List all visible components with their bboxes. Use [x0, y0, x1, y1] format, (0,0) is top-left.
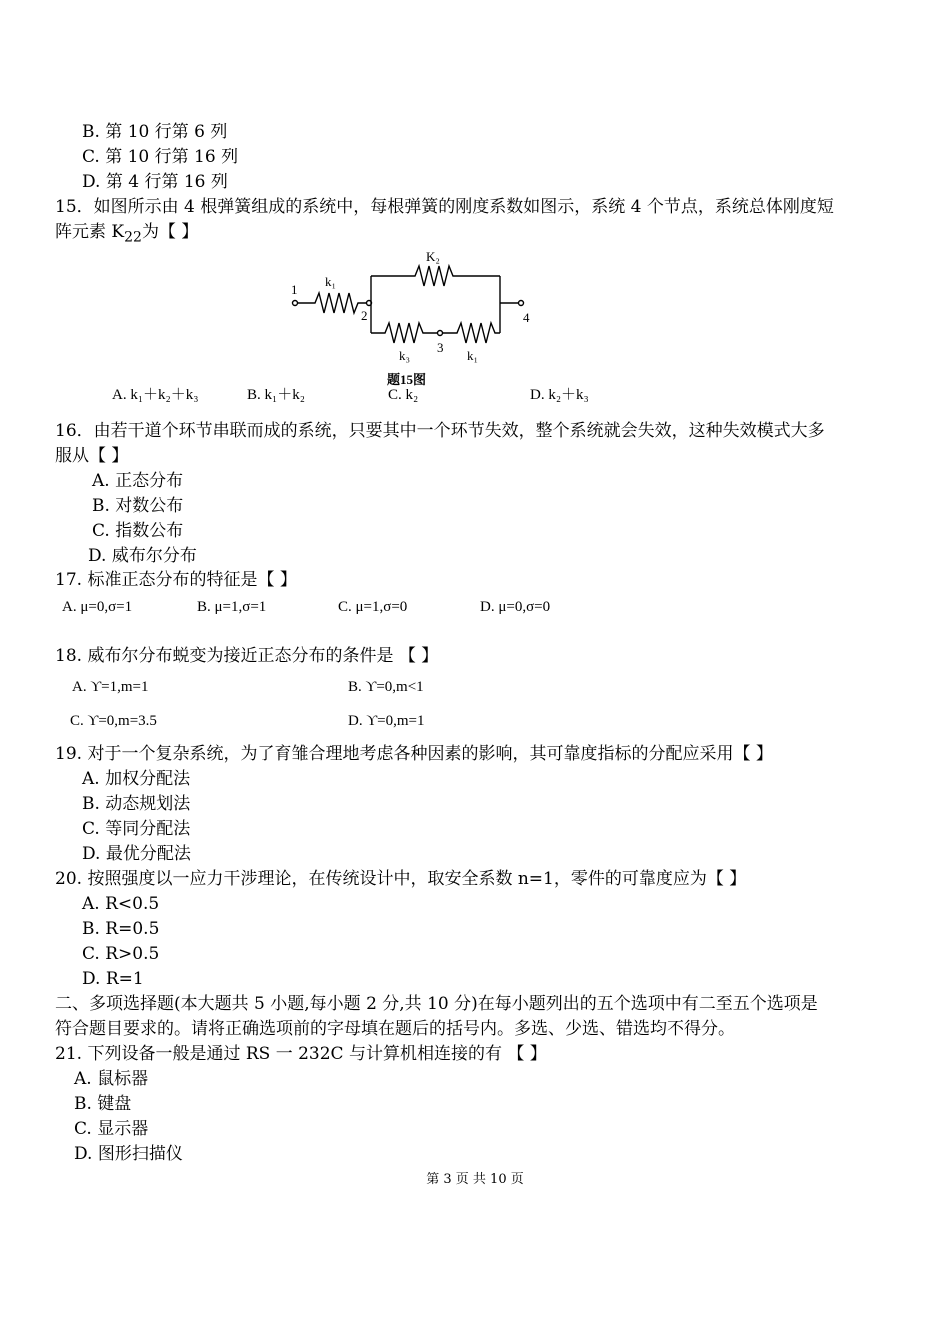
q17-option-d: D. μ=0,σ=0 [480, 599, 551, 615]
q18-option-c: C. ϒ=0,m=3.5 [70, 713, 157, 729]
q18-option-d: D. ϒ=0,m=1 [348, 713, 425, 729]
q21-option-a: A. 鼠标器 [74, 1069, 149, 1089]
node-3-label: 3 [437, 340, 444, 355]
q21-option-c: C. 显示器 [74, 1119, 149, 1139]
q20-option-d: D. R=1 [82, 969, 144, 989]
node-4-label: 4 [523, 310, 530, 325]
q21-option-d: D. 图形扫描仪 [74, 1144, 183, 1164]
q15-option-c: C. k₂ [388, 387, 419, 403]
spring-system-diagram [285, 248, 545, 388]
q17-option-b: B. μ=1,σ=1 [197, 599, 267, 615]
q17-option-a: A. μ=0,σ=1 [62, 599, 133, 615]
figure-caption: 题15图 [387, 372, 427, 387]
q14-option-d: D. 第 4 行第 16 列 [82, 172, 228, 192]
q19-option-d: D. 最优分配法 [82, 844, 191, 864]
q21-option-b: B. 键盘 [74, 1094, 132, 1114]
page-footer: 第 3 页 共 10 页 [426, 1172, 524, 1187]
section-2-heading-line2: 符合题目要求的。请将正确选项前的字母填在题后的括号内。多选、少选、错选均不得分。 [55, 1019, 735, 1039]
q17-stem: 17. 标准正态分布的特征是【 】 [55, 570, 297, 590]
q18-option-b: B. ϒ=0,m<1 [348, 679, 424, 695]
q16-stem-line1: 16．由若干道个环节串联而成的系统，只要其中一个环节失效，整个系统就会失效，这种失效模式大多 [55, 421, 825, 441]
q18-stem: 18. 威布尔分布蜕变为接近正态分布的条件是 【 】 [55, 646, 439, 666]
q16-stem-line2: 服从【 】 [55, 446, 129, 466]
q14-option-c: C. 第 10 行第 16 列 [82, 147, 239, 167]
q19-option-b: B. 动态规划法 [82, 794, 191, 814]
spring-k3-bottom [371, 323, 437, 343]
q20-option-a: A. R<0.5 [82, 894, 160, 914]
q15-stem-line2: 阵元素 $K_{22}$为【 】 [55, 222, 199, 246]
q15-option-a: A. k₁＋k₂＋k₃ [112, 387, 199, 403]
k2-label: K₂ [426, 249, 440, 264]
q21-stem: 21. 下列设备一般是通过 RS 一 232C 与计算机相连接的有 【 】 [55, 1044, 547, 1064]
q19-option-a: A. 加权分配法 [82, 769, 191, 789]
spring-k1-bottom [443, 323, 500, 343]
q16-option-d: D. 威布尔分布 [88, 546, 197, 566]
q19-option-c: C. 等同分配法 [82, 819, 191, 839]
q14-option-b: B. 第 10 行第 6 列 [82, 122, 228, 142]
q20-option-b: B. R=0.5 [82, 919, 160, 939]
q17-option-c: C. μ=1,σ=0 [338, 599, 408, 615]
node-2-label: 2 [361, 308, 368, 323]
q16-option-b: B. 对数公布 [92, 496, 184, 516]
k1-left-label: k₁ [325, 274, 337, 289]
q19-stem: 19. 对于一个复杂系统，为了育雏合理地考虑各种因素的影响，其可靠度指标的分配应采用【 】 [55, 744, 773, 764]
q20-option-c: C. R>0.5 [82, 944, 160, 964]
node-1-marker [293, 301, 298, 306]
q20-stem: 20. 按照强度以一应力干涉理论，在传统设计中，取安全系数 n=1，零件的可靠度应为【 】 [55, 869, 747, 889]
q18-option-a: A. ϒ=1,m=1 [72, 679, 149, 695]
node-3-marker [438, 331, 443, 336]
spring-k1-left [298, 293, 367, 313]
node-1-label: 1 [291, 282, 298, 297]
q16-option-a: A. 正态分布 [92, 471, 184, 491]
k1-bottom-label: k₁ [467, 348, 479, 363]
section-2-heading-line1: 二、多项选择题(本大题共 5 小题,每小题 2 分,共 10 分)在每小题列出的五个选项中有二至五个选项是 [55, 994, 818, 1014]
q16-option-c: C. 指数公布 [92, 521, 184, 541]
q15-option-d: D. k₂＋k₃ [530, 387, 589, 403]
k3-label: k₃ [399, 348, 411, 363]
spring-k2-top [371, 266, 500, 286]
q15-stem-line1: 15．如图所示由 4 根弹簧组成的系统中，每根弹簧的刚度系数如图示，系统 4 个节点，系统总体刚度短 [55, 197, 834, 217]
q15-option-b: B. k₁＋k₂ [247, 387, 305, 403]
node-4-marker [519, 301, 524, 306]
